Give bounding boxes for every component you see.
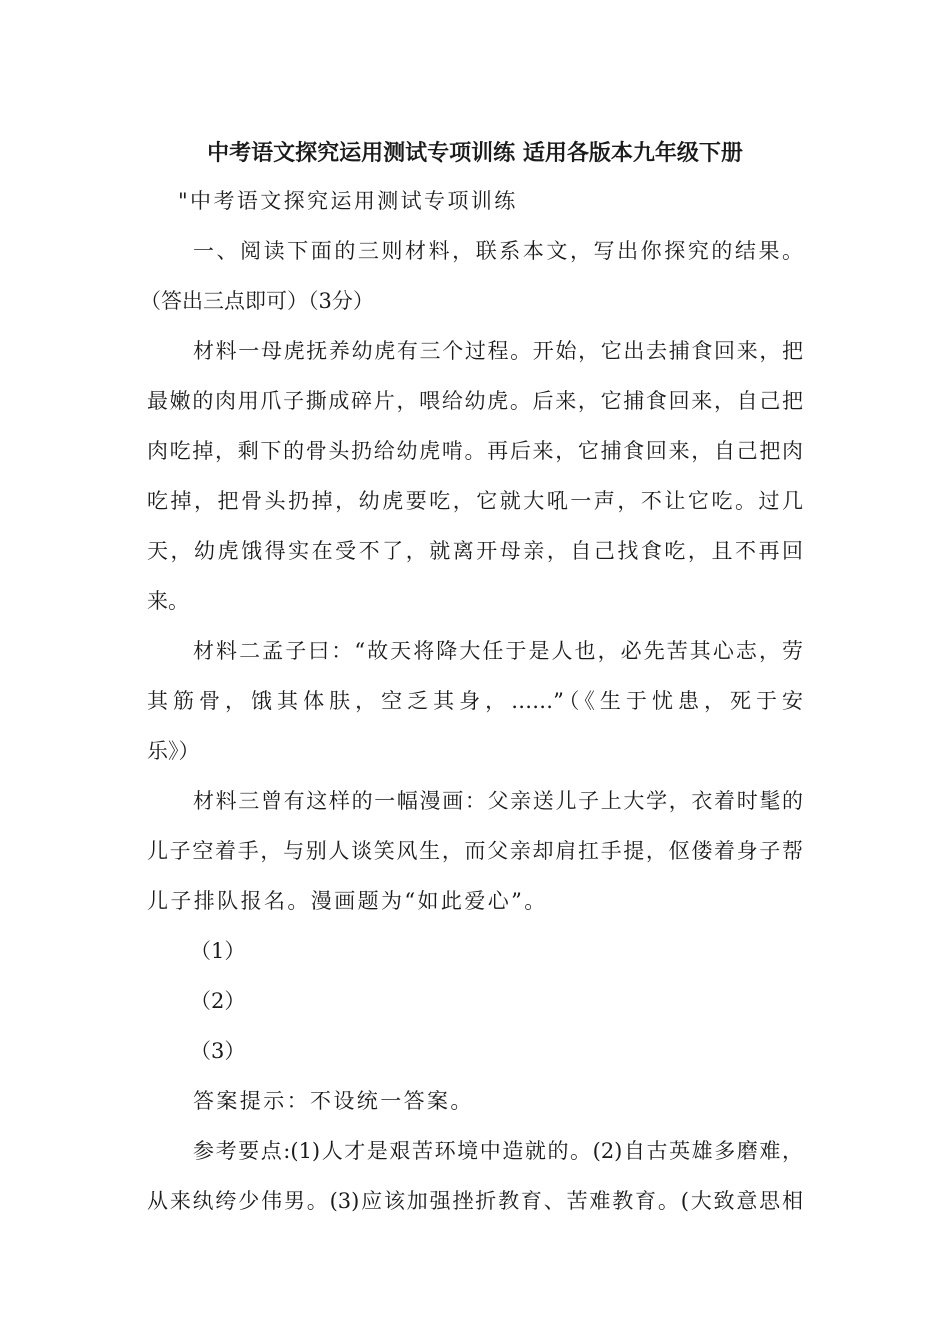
reference-points-line: 从来纨绔少伟男。(3)应该加强挫折教育、苦难教育。(大致意思相 <box>147 1189 803 1213</box>
material-two-line: 材料二孟子曰：“故天将降大任于是人也，必先苦其心志，劳 <box>193 639 803 663</box>
material-three-line: 材料三曾有这样的一幅漫画：父亲送儿子上大学，衣着时髦的 <box>193 789 803 813</box>
material-one-line: 肉吃掉，剩下的骨头扔给幼虎啃。再后来，它捕食回来，自己把肉 <box>147 439 803 463</box>
material-one-line: 吃掉，把骨头扔掉，幼虎要吃，它就大吼一声，不让它吃。过几 <box>147 489 803 513</box>
material-one-line: 天，幼虎饿得实在受不了，就离开母亲，自己找食吃，且不再回 <box>147 539 803 563</box>
material-one-line: 最嫩的肉用爪子撕成碎片，喂给幼虎。后来，它捕食回来，自己把 <box>147 389 803 413</box>
answer-blank-1: （1） <box>190 939 246 963</box>
material-three-line: 儿子排队报名。漫画题为“如此爱心”。 <box>147 889 548 913</box>
question-line: 一、阅读下面的三则材料，联系本文，写出你探究的结果。 <box>193 239 803 263</box>
material-three-line: 儿子空着手，与别人谈笑风生，而父亲却肩扛手提，伛偻着身子帮 <box>147 839 803 863</box>
material-one-line: 来。 <box>147 589 189 613</box>
material-two-line: 其筋骨，饿其体肤，空乏其身，……”（《生于忧患，死于安 <box>147 689 803 713</box>
document-title: 中考语文探究运用测试专项训练 适用各版本九年级下册 <box>207 141 743 166</box>
material-two-line: 乐》） <box>147 739 200 763</box>
question-note: （答出三点即可）（3分） <box>140 289 374 313</box>
material-one-line: 材料一母虎抚养幼虎有三个过程。开始，它出去捕食回来，把 <box>193 339 803 363</box>
answer-blank-3: （3） <box>190 1039 246 1063</box>
answer-hint: 答案提示：不设统一答案。 <box>193 1089 474 1113</box>
reference-points-line: 参考要点:(1)人才是艰苦环境中造就的。(2)自古英雄多磨难， <box>193 1139 803 1163</box>
subtitle-line: "中考语文探究运用测试专项训练 <box>178 189 518 213</box>
answer-blank-2: （2） <box>190 989 246 1013</box>
